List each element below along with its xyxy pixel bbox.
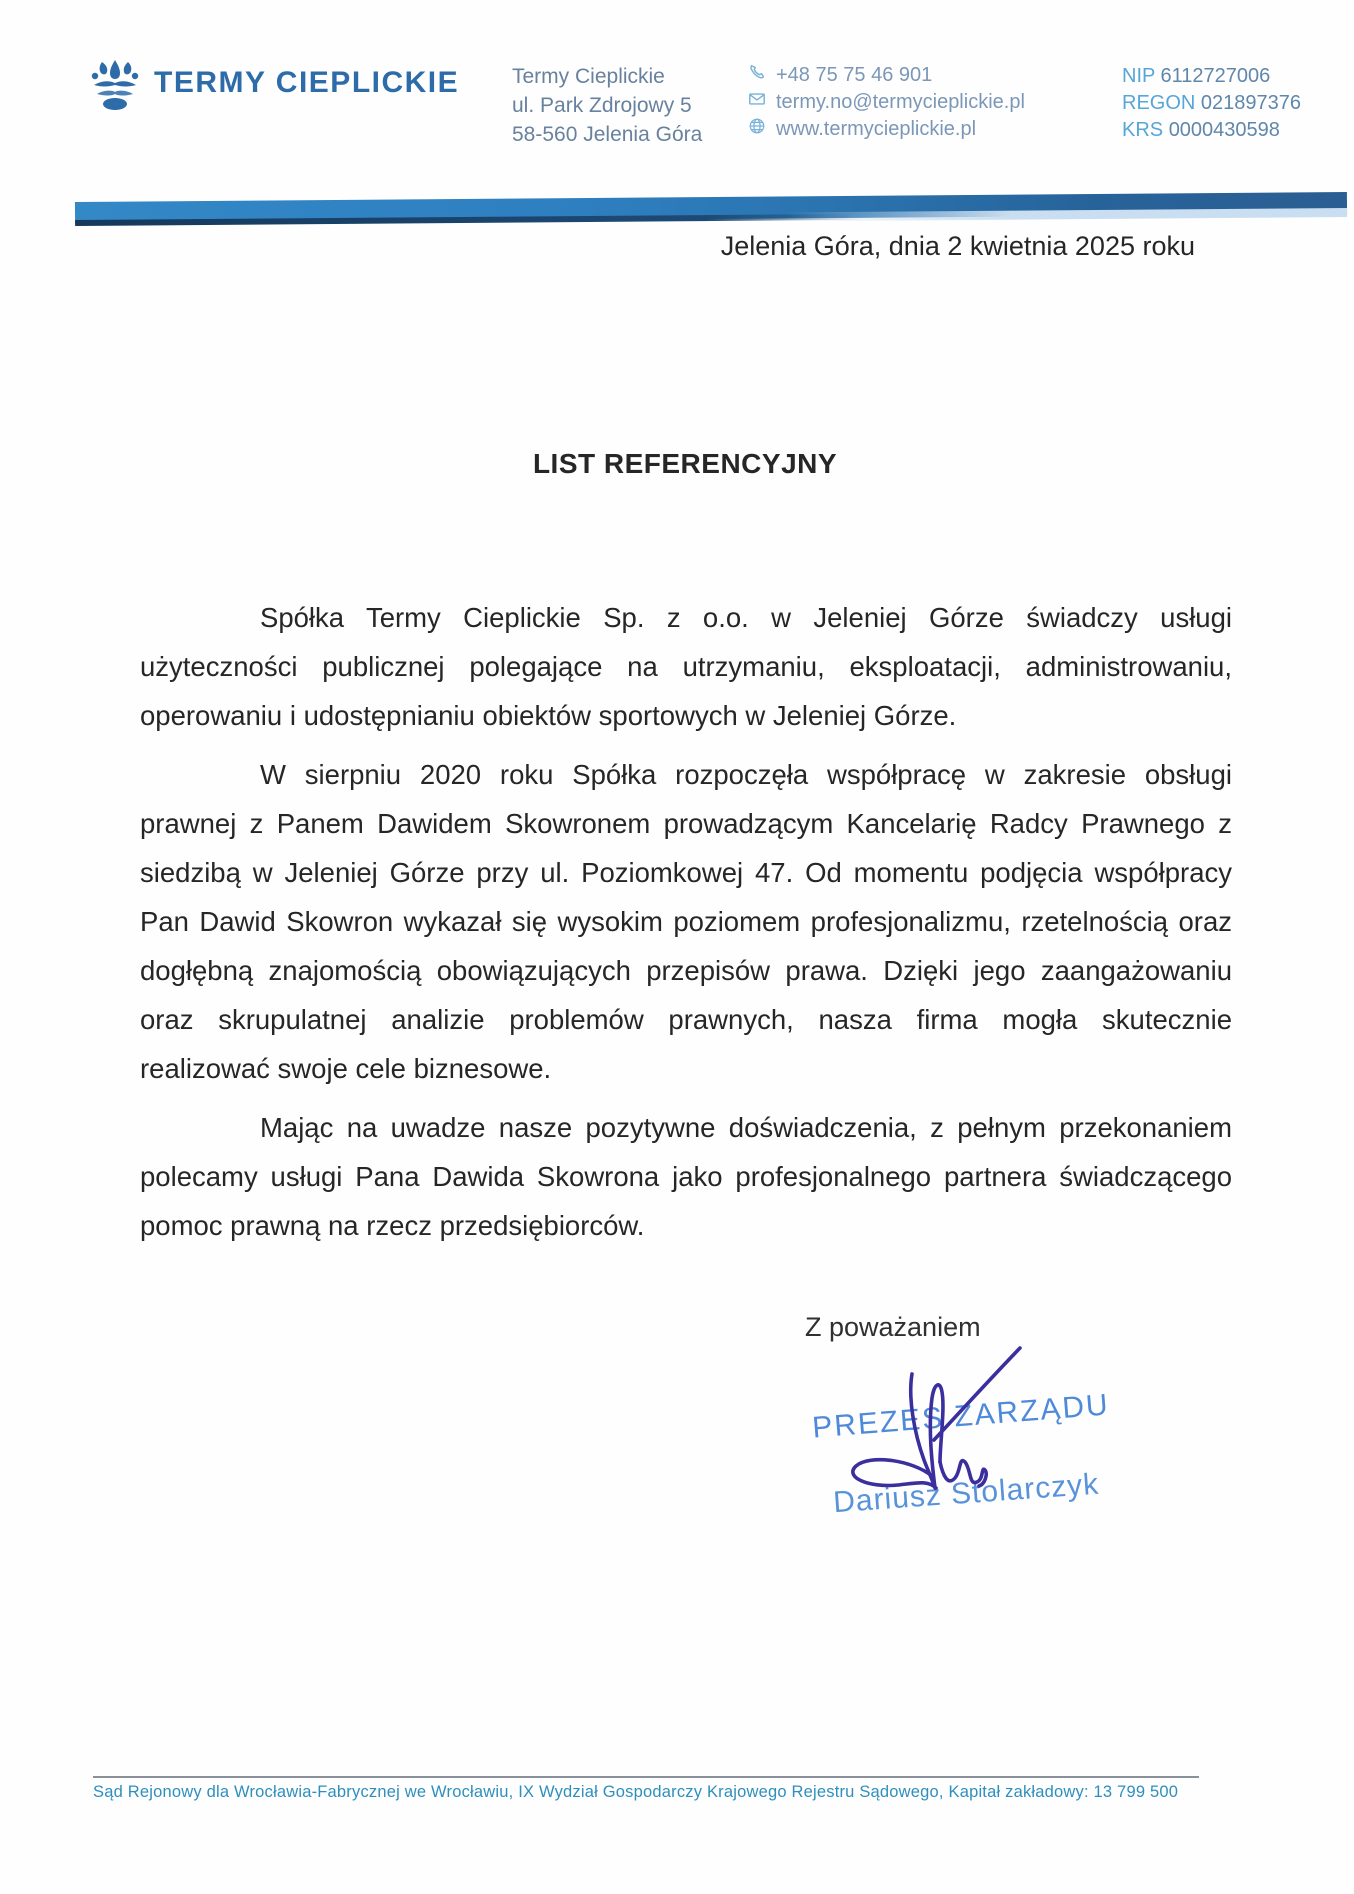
brand-name: TERMY CIEPLICKIE [154,66,460,99]
dateline: Jelenia Góra, dnia 2 kwietnia 2025 roku [720,231,1195,261]
nip-value: 6112727006 [1160,65,1271,87]
krs-value: 0000430598 [1168,119,1280,141]
address-line-city: 58-560 Jelenia Góra [512,123,703,146]
address-line-street: ul. Park Zdrojowy 5 [512,94,692,117]
phone-number: +48 75 75 46 901 [776,64,933,86]
contact-block [748,62,1025,143]
regon-value: 021897376 [1200,92,1302,114]
registry-block [1122,63,1301,144]
nip-label: NIP [1122,65,1161,87]
globe-icon [748,116,766,143]
regon-row [1122,90,1301,117]
email-address: termy.no@termycieplickie.pl [776,91,1025,113]
nip-row [1122,63,1301,90]
phone-icon [748,62,766,89]
regon-label: REGON [1122,92,1201,114]
website-url: www.termycieplickie.pl [776,118,977,140]
phone-row [748,62,1025,89]
letter-body [140,593,1232,1260]
body-paragraph: Spółka Termy Cieplickie Sp. z o.o. w Jeleniej Górze świadczy usługi użyteczności publicznej polegające na utrzymaniu, eksploatacji, administrowaniu, operowaniu i udostępnianiu obiektów sportowych w Jeleniej Górze. [140,602,1232,731]
fountain-splash-icon [82,54,148,114]
footer-rule [93,1776,1199,1778]
website-row [748,116,1025,143]
footer-legal-text: Sąd Rejonowy dla Wrocławia-Fabrycznej we Wrocławiu, IX Wydział Gospodarczy Krajowego Rejestru Sądowego, Kapitał zakładowy: 13 799 500 [93,1783,1179,1801]
email-row [748,89,1025,116]
closing-phrase: Z poważaniem [805,1312,981,1342]
header-divider-bar [75,192,1347,224]
envelope-icon [748,89,766,116]
body-paragraph: W sierpniu 2020 roku Spółka rozpoczęła współpracę w zakresie obsługi prawnej z Panem Dawidem Skowronem prowadzącym Kancelarię Radcy Prawnego z siedzibą w Jeleniej Górze przy ul. Poziomkowej 47. Od momentu podjęcia współpracy Pan Dawid Skowron wykazał się wysokim poziomem profesjonalizmu, rzetelnością oraz dogłębną znajomością obowiązujących przepisów prawa. Dzięki jego zaangażowaniu oraz skrupulatnej analizie problemów prawnych, nasza firma mogła skutecznie realizować swoje cele biznesowe. [140,759,1232,1084]
handwritten-signature [828,1336,1088,1526]
stamp-role-text: PREZES ZARZĄDU [811,1388,1111,1445]
krs-row [1122,117,1301,144]
address-line-company: Termy Cieplickie [512,65,665,88]
krs-label: KRS [1122,119,1169,141]
stamp-name-text: Dariusz Stolarczyk [832,1467,1101,1520]
company-address-block [512,62,702,149]
body-paragraph: Mając na uwadze nasze pozytywne doświadczenia, z pełnym przekonaniem polecamy usługi Pana Dawida Skowrona jako profesjonalnego partnera świadczącego pomoc prawną na rzecz przedsiębiorców. [140,1112,1232,1241]
letter-title: LIST REFERENCYJNY [532,448,838,479]
